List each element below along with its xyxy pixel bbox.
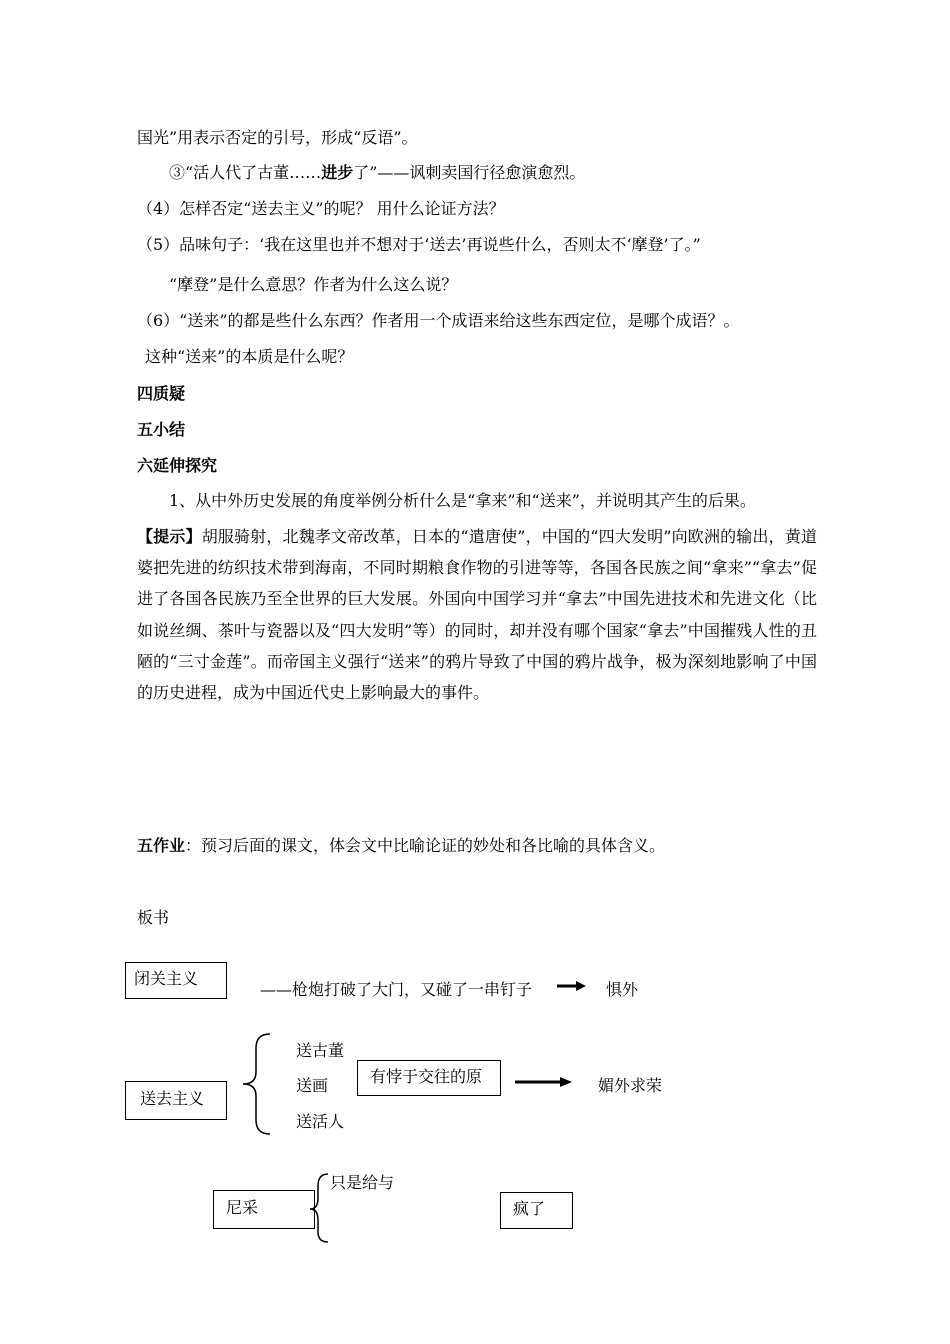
flatter-foreign-label: 媚外求荣: [598, 1076, 663, 1095]
question-6: （6）“送来”的都是些什么东西？作者用一个成语来给这些东西定位，是哪个成语？。: [137, 311, 740, 330]
sending-brace-icon: [243, 1034, 270, 1134]
question-5: （5）品味句子：‘我在这里也并不想对于‘送去’再说些什么，否则太不‘摩登’了。”: [137, 235, 701, 254]
board-title: 板书: [137, 908, 170, 927]
closed-door-label: 闭关主义: [134, 969, 199, 988]
text-line-2-pre: ③“活人代了古董……: [169, 163, 322, 182]
send-antiques-item: 送古董: [296, 1041, 345, 1060]
only-give-label: 只是给与: [330, 1173, 395, 1192]
homework-label: 五作业: [137, 836, 186, 855]
principle-label: 有悖于交往的原: [370, 1067, 483, 1086]
send-people-item: 送活人: [296, 1112, 345, 1131]
text-line-1: 国光”用表示否定的引号，形成“反语”。: [137, 128, 418, 147]
text-line-2-post: 了”——讽刺卖国行径愈演愈烈。: [353, 163, 586, 182]
hint-label: 【提示】: [137, 527, 202, 546]
homework-text: ：预习后面的课文，体会文中比喻论证的妙处和各比喻的具体含义。: [185, 836, 666, 855]
nietzsche-brace-icon: [310, 1174, 328, 1242]
mad-label: 疯了: [513, 1199, 546, 1218]
hint-text: 胡服骑射，北魏孝文帝改革，日本的“遣唐使”，中国的“四大发明”向欧洲的输出，黄道婆把先进的纺织技术带到海南，不同时期粮食作物的引进等等，各国各民族之间“拿来”“拿去”促进了各国各民族乃至全世界的巨大发展。外国向中国学习并“拿去”中国先进技术和先进文化（比如说丝绸、茶叶与瓷器以及“四大发明”等）的同时，却并没有哪个国家“拿去”中国摧残人性的丑陋的“三寸金莲”。而帝国主义强行“送来”的鸦片导致了中国的鸦片战争，极为深刻地影响了中国的历史进程，成为中国近代史上影响最大的事件。: [137, 527, 817, 703]
arrow-to-flatter-icon: [515, 1077, 572, 1087]
nietzsche-label: 尼采: [226, 1198, 259, 1217]
fear-foreign-label: 惧外: [606, 980, 639, 999]
send-paintings-item: 送画: [296, 1076, 329, 1095]
heading-extension: 六延伸探究: [137, 456, 218, 475]
heading-questioning: 四质疑: [137, 384, 186, 403]
sending-label: 送去主义: [140, 1089, 205, 1108]
extension-question: 1、从中外历史发展的角度举例分析什么是“拿来”和“送来”，并说明其产生的后果。: [169, 491, 756, 510]
question-6-sub: 这种“送来”的本质是什么呢？: [145, 347, 354, 366]
text-line-2-bold: 进步: [321, 163, 354, 182]
closed-door-description: ——枪炮打破了大门，又碰了一串钉子: [260, 980, 533, 999]
question-5-sub: “摩登”是什么意思？作者为什么这么说？: [169, 275, 458, 294]
question-4: （4）怎样否定“送去主义”的呢？ 用什么论证方法？: [137, 199, 505, 218]
heading-summary: 五小结: [137, 420, 186, 439]
arrow-to-fear-icon: [557, 981, 586, 991]
